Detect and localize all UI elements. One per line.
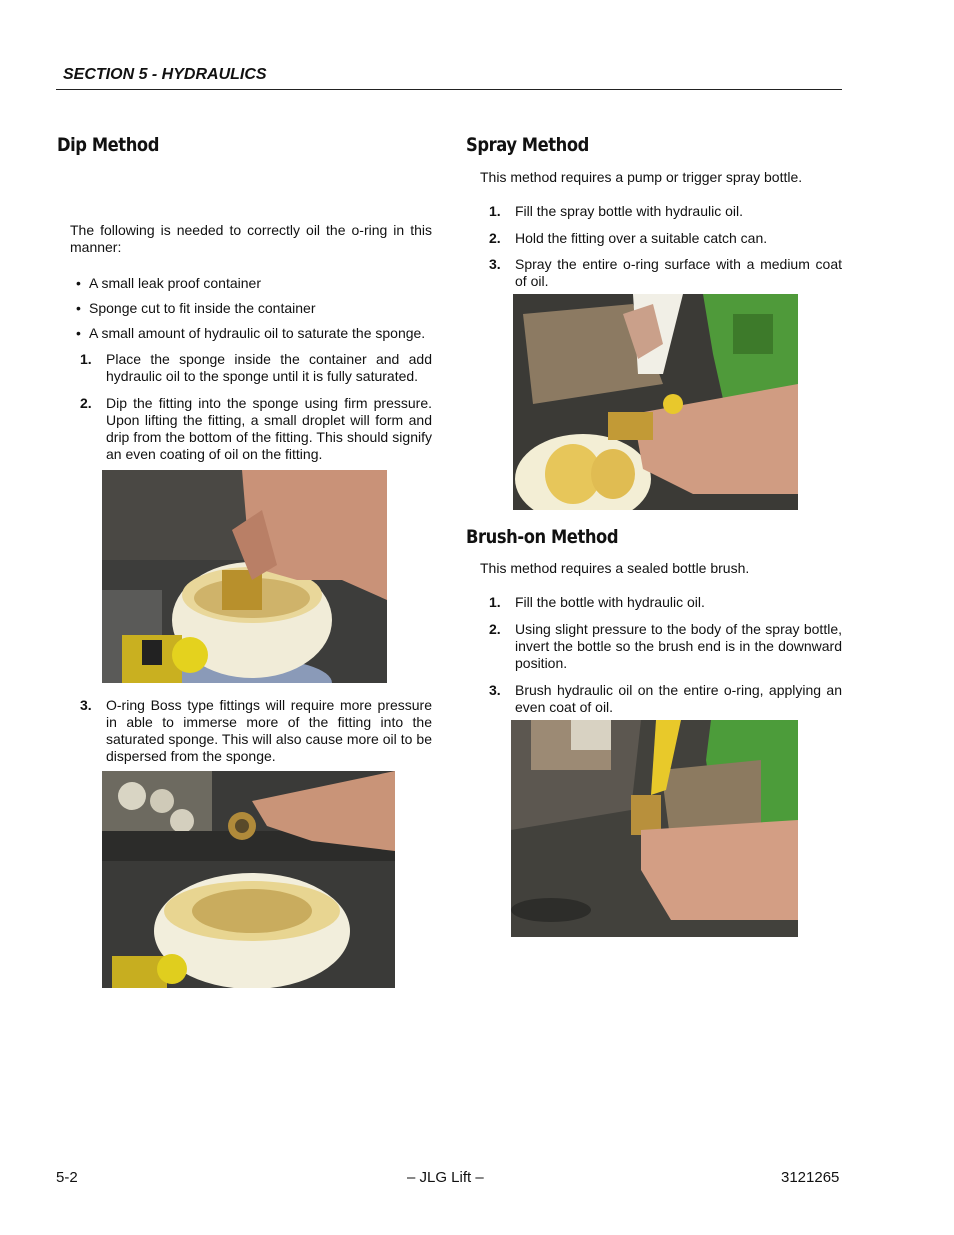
dip-step-3: 3. O-ring Boss type fittings will require more pressure in able to immerse more of the fitting into the saturated sponge. This will also cause more oil to be dispersed from the sponge. <box>80 697 432 764</box>
dip-step-2: 2. Dip the fitting into the sponge using firm pressure. Upon lifting the fitting, a small droplet will form and drip from the bottom of the fitting. This should signify an even coating of oil on the fitting. <box>80 395 432 462</box>
bullet-item: • A small amount of hydraulic oil to saturate the sponge. <box>76 325 426 341</box>
brush-photo <box>511 720 798 937</box>
spray-step-2: 2. Hold the fitting over a suitable catch can. <box>489 230 768 246</box>
spray-intro: This method requires a pump or trigger spray bottle. <box>480 169 803 185</box>
spray-step-1: 1. Fill the spray bottle with hydraulic oil. <box>489 203 743 219</box>
dip-step-1: 1. Place the sponge inside the container and add hydraulic oil to the sponge until it is fully saturated. <box>80 351 432 384</box>
brush-step-1: 1. Fill the bottle with hydraulic oil. <box>489 594 705 610</box>
brush-step-3: 3. Brush hydraulic oil on the entire o-ring, applying an even coat of oil. <box>489 682 842 715</box>
dip-method-heading: Dip Method <box>57 134 159 156</box>
brush-intro: This method requires a sealed bottle brush. <box>480 560 750 576</box>
spray-step-3: 3. Spray the entire o-ring surface with a medium coat of oil. <box>489 256 842 289</box>
brush-method-heading: Brush-on Method <box>466 526 619 548</box>
footer-brand: – JLG Lift – <box>407 1169 484 1186</box>
page-number: 5-2 <box>56 1169 78 1186</box>
dip-photo-2 <box>102 771 395 988</box>
spray-method-heading: Spray Method <box>466 134 589 156</box>
spray-photo <box>513 294 798 510</box>
header-rule <box>56 89 842 90</box>
document-number: 3121265 <box>781 1169 840 1186</box>
bullet-item: • A small leak proof container <box>76 275 261 291</box>
brush-step-2: 2. Using slight pressure to the body of the spray bottle, invert the bottle so the brush end is in the downward position. <box>489 621 842 671</box>
dip-photo-1 <box>102 470 387 683</box>
dip-intro: The following is needed to correctly oil the o-ring in this manner: <box>70 222 432 255</box>
section-header: SECTION 5 - HYDRAULICS <box>63 66 267 83</box>
bullet-item: • Sponge cut to fit inside the container <box>76 300 316 316</box>
